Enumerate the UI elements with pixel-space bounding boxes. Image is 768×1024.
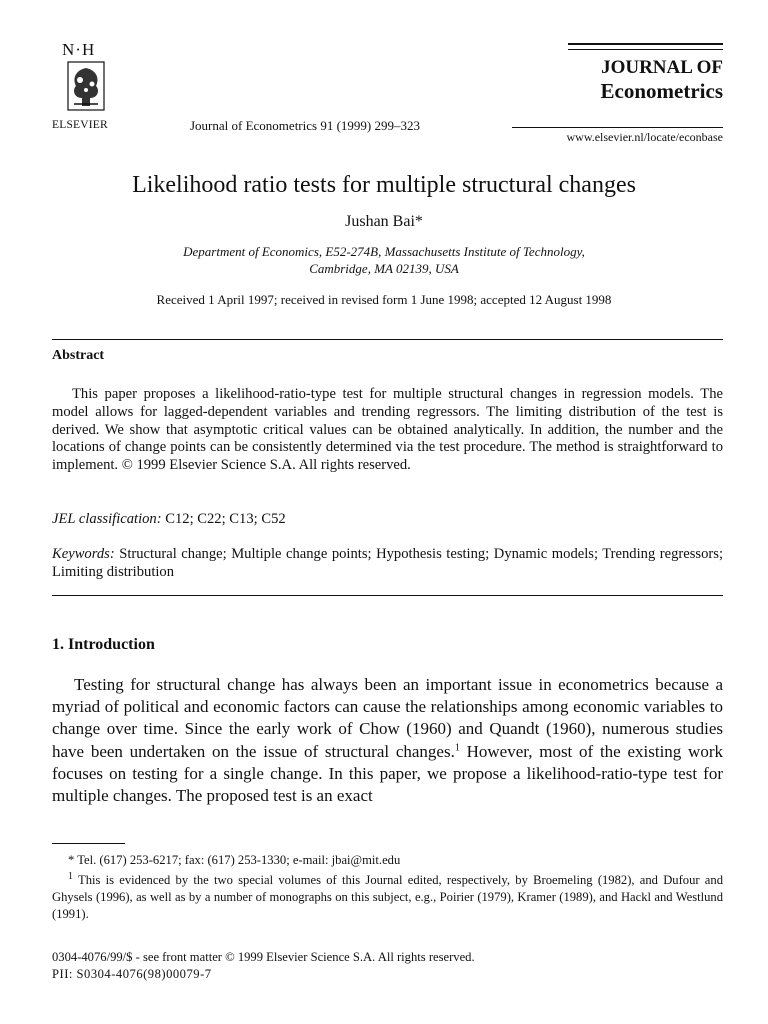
journal-citation: Journal of Econometrics 91 (1999) 299–323 [190,118,420,133]
footnote-1-text: This is evidenced by the two special volumes of this Journal edited, respectively, by Broemeling (1982), and Dufour and Ghysels (1996), as well as by a number of monographs on this subject, e.g., Poirier (1979), Kramer (1989), and Hackl and Westlund (1991). [52,873,723,921]
footnote-1 [52,872,723,923]
journal-url-link[interactable]: www.elsevier.nl/locate/econbase [566,130,723,144]
pii-identifier: PII: S0304-4076(98)00079-7 [52,967,212,981]
affiliation-line-1: Department of Economics, E52-274B, Massachusetts Institute of Technology, [183,244,585,259]
abstract-top-rule [52,339,723,340]
jel-classification [52,511,286,528]
footnote-1-mark: 1 [68,870,73,882]
intro-text-part-1: Testing for structural change has always been an important issue in econometrics because a myriad of political and economic factors can cause the relationships among economic variables to change over time. Since the early work of Chow (1960) and Quandt (1960), numerous studies have been undertaken on the issue of structural changes. [52,675,723,761]
publisher-name: ELSEVIER [52,119,108,131]
elsevier-tree-logo-icon [66,60,106,116]
jel-codes: C12; C22; C13; C52 [165,511,286,527]
front-matter-notice: 0304-4076/99/$ - see front matter © 1999 Elsevier Science S.A. All rights reserved. [52,950,475,964]
abstract-bottom-rule [52,595,723,596]
footnote-rule [52,843,125,844]
article-author: Jushan Bai* [345,213,423,230]
journal-bottom-rule [512,127,723,128]
journal-top-rule-thin [568,49,723,50]
journal-top-rule [568,43,723,45]
keywords-label: Keywords: [52,546,115,562]
received-dates: Received 1 April 1997; received in revised form 1 June 1998; accepted 12 August 1998 [156,292,612,307]
footnote-author-contact: * Tel. (617) 253-6217; fax: (617) 253-1330; e-mail: jbai@mit.edu [68,853,401,867]
abstract-text: This paper proposes a likelihood-ratio-type test for multiple structural changes in regression models. The model allows for lagged-dependent variables and trending regressors. The limiting distribution of the test is derived. We show that asymptotic critical values can be obtained analytically. In addition, the number and the locations of change points can be consistently determined via the test procedure. The method is straightforward to implement. © 1999 Elsevier Science S.A. All rights reserved. [52,386,723,474]
footnote-ref-1[interactable]: 1 [454,741,460,753]
keywords [52,545,723,581]
jel-label: JEL classification: [52,511,162,527]
intro-text-part-2: However, most of the existing work focuses on testing for a single change. In this paper, we propose a likelihood-ratio-type test for multiple changes. The proposed test is an exact [52,741,723,806]
author-affiliation [0,243,768,277]
article-title: Likelihood ratio tests for multiple structural changes [132,172,636,198]
abstract-heading: Abstract [52,348,105,363]
introduction-paragraph [52,674,723,807]
affiliation-line-2: Cambridge, MA 02139, USA [309,261,459,276]
section-heading-introduction: 1. Introduction [52,636,155,653]
journal-name-line2: Econometrics [600,79,723,103]
keywords-list: Structural change; Multiple change points; Hypothesis testing; Dynamic models; Trending regressors; Limiting distribution [52,546,723,580]
publisher-mark: N·H [62,40,96,59]
journal-name-line1: JOURNAL OF [601,57,723,78]
